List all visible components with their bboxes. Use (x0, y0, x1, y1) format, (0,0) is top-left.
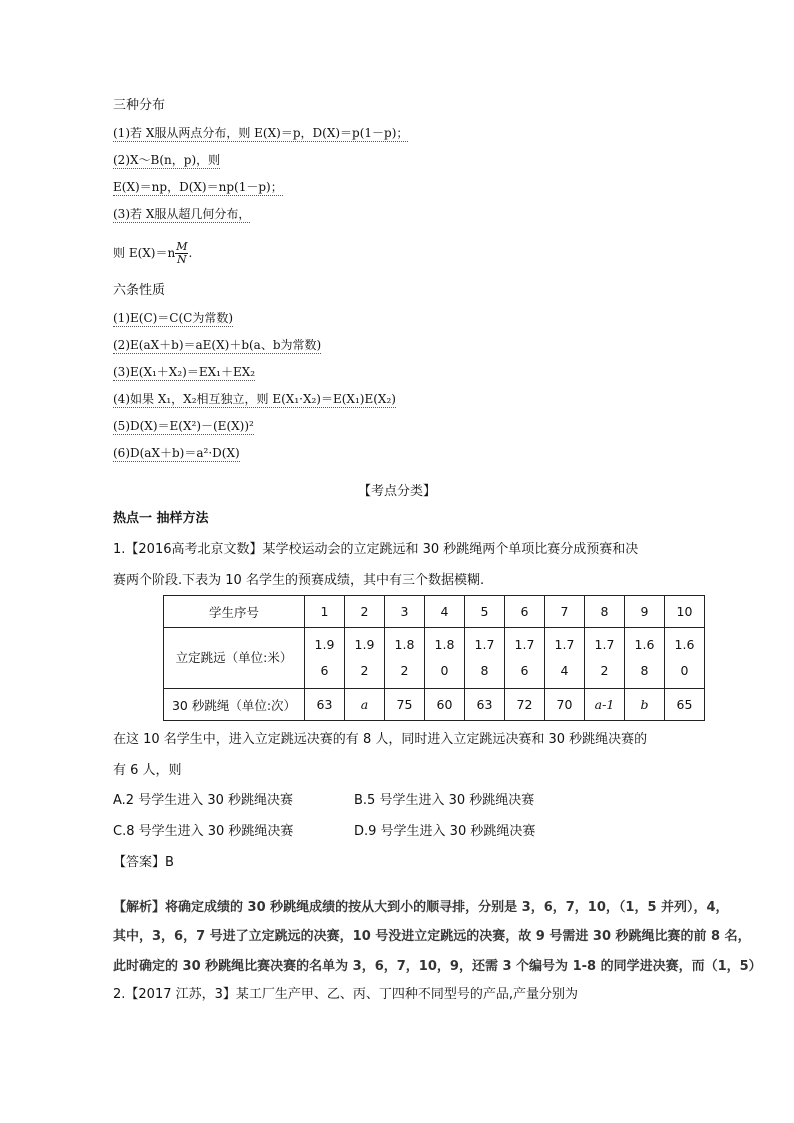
jump-top: 1.7 (554, 637, 575, 652)
jump-bottom: 0 (680, 663, 689, 678)
hypergeometric-fraction (175, 241, 188, 266)
jump-bottom: 4 (560, 663, 569, 678)
id-cell: 4 (425, 596, 465, 628)
section-title: 【考点分类】 (357, 484, 436, 499)
hypergeometric-prefix: 则 E(X)＝n (113, 246, 176, 260)
answer-line: 【答案】B (113, 855, 174, 870)
hypergeometric-formula (113, 238, 192, 268)
prop-item-1 (113, 309, 233, 327)
jump-bottom: 2 (600, 663, 609, 678)
hypergeometric-text: (3)若 X服从超几何分布， (113, 207, 251, 221)
jump-top: 1.7 (474, 637, 495, 652)
q1-line-4: 有 6 人，则 (113, 763, 182, 778)
rope-cell: b (625, 689, 665, 721)
binomial-line (113, 151, 220, 169)
analysis-line-2: 其中，3，6，7 号进了立定跳远的决赛，10 号没进立定跳远的决赛，故 9 号需进 30 秒跳绳比赛的前 8 名， (113, 929, 751, 944)
two-point-dist-line (113, 124, 408, 142)
rope-cell: 63 (305, 689, 345, 721)
id-cell: 6 (505, 596, 545, 628)
jump-top: 1.9 (354, 637, 375, 652)
row-label-id: 学生序号 (164, 596, 305, 628)
row-label-jump: 立定跳远（单位:米） (164, 628, 305, 689)
rope-cell: a-1 (585, 689, 625, 721)
rope-cell: 65 (665, 689, 705, 721)
jump-cell (665, 628, 705, 689)
id-cell: 1 (305, 596, 345, 628)
id-cell: 5 (465, 596, 505, 628)
prop-text-2: (2)E(aX＋b)＝aE(X)＋b(a、b为常数) (113, 338, 322, 352)
q1-line-1: 1.【2016高考北京文数】某学校运动会的立定跳远和 30 秒跳绳两个单项比赛分成预赛和决 (113, 542, 639, 557)
option-d: D.9 号学生进入 30 秒跳绳决赛 (354, 824, 536, 839)
binomial-formula-text: E(X)＝np，D(X)＝np(1－p)； (113, 180, 283, 194)
jump-cell (505, 628, 545, 689)
id-cell: 2 (345, 596, 385, 628)
id-cell: 9 (625, 596, 665, 628)
analysis-line-3: 此时确定的 30 秒跳绳比赛决赛的名单为 3，6，7，10，9，还需 3 个编号为 1-8 的同学进决赛，而（1，5） (113, 959, 762, 974)
id-cell: 3 (385, 596, 425, 628)
option-b: B.5 号学生进入 30 秒跳绳决赛 (354, 793, 535, 808)
rope-cell: 72 (505, 689, 545, 721)
hypergeometric-line (113, 205, 250, 223)
prop-text-3: (3)E(X₁＋X₂)＝EX₁＋EX₂ (113, 365, 256, 379)
q2-line-1: 2.【2017 江苏，3】某工厂生产甲、乙、丙、丁四种不同型号的产品,产量分别为 (113, 987, 579, 1002)
jump-bottom: 8 (480, 663, 489, 678)
q1-line-3: 在这 10 名学生中，进入立定跳远决赛的有 8 人，同时进入立定跳远决赛和 30 秒跳绳决赛的 (113, 732, 648, 747)
rope-cell: a (345, 689, 385, 721)
jump-bottom: 2 (360, 663, 369, 678)
hot-point-heading: 热点一 抽样方法 (113, 511, 209, 526)
prop-item-5 (113, 417, 254, 435)
binomial-text: (2)X～B(n，p)，则 (113, 153, 221, 167)
prop-item-3 (113, 363, 255, 381)
binomial-formula-line (113, 178, 283, 196)
jump-bottom: 8 (640, 663, 649, 678)
jump-bottom: 6 (320, 663, 329, 678)
prop-text-1: (1)E(C)＝C(C为常数) (113, 311, 234, 325)
six-props-title: 六条性质 (113, 283, 166, 298)
jump-top: 1.7 (594, 637, 615, 652)
rope-cell: 70 (545, 689, 585, 721)
table-row-jump (164, 628, 705, 689)
two-point-dist-text: (1)若 X服从两点分布，则 E(X)＝p，D(X)＝p(1－p)； (113, 126, 409, 140)
fraction-denominator: N (177, 253, 187, 266)
jump-top: 1.6 (634, 637, 655, 652)
rope-cell: 60 (425, 689, 465, 721)
rope-cell: 75 (385, 689, 425, 721)
rope-cell: 63 (465, 689, 505, 721)
jump-cell (625, 628, 665, 689)
option-c: C.8 号学生进入 30 秒跳绳决赛 (113, 824, 294, 839)
prop-item-2 (113, 336, 321, 354)
scores-table (163, 595, 705, 721)
jump-top: 1.9 (314, 637, 335, 652)
jump-top: 1.8 (394, 637, 415, 652)
jump-bottom: 2 (400, 663, 409, 678)
id-cell: 7 (545, 596, 585, 628)
jump-bottom: 0 (440, 663, 449, 678)
prop-item-6 (113, 444, 240, 462)
row-label-rope: 30 秒跳绳（单位:次） (164, 689, 305, 721)
q1-line-2: 赛两个阶段.下表为 10 名学生的预赛成绩，其中有三个数据模糊. (113, 573, 485, 588)
jump-cell (465, 628, 505, 689)
jump-top: 1.6 (674, 637, 695, 652)
option-a: A.2 号学生进入 30 秒跳绳决赛 (113, 793, 294, 808)
jump-top: 1.7 (514, 637, 535, 652)
jump-cell (545, 628, 585, 689)
prop-text-6: (6)D(aX＋b)＝a²·D(X) (113, 446, 240, 460)
fraction-numerator: M (176, 240, 188, 253)
jump-top: 1.8 (434, 637, 455, 652)
jump-cell (425, 628, 465, 689)
prop-item-4 (113, 390, 396, 408)
jump-cell (345, 628, 385, 689)
id-cell: 10 (665, 596, 705, 628)
prop-text-5: (5)D(X)＝E(X²)－(E(X))² (113, 419, 254, 433)
table-row-rope (164, 689, 705, 721)
jump-bottom: 6 (520, 663, 529, 678)
table-row-ids (164, 596, 705, 628)
jump-cell (385, 628, 425, 689)
jump-cell (305, 628, 345, 689)
prop-text-4: (4)如果 X₁，X₂相互独立，则 E(X₁·X₂)＝E(X₁)E(X₂) (113, 392, 396, 406)
jump-cell (585, 628, 625, 689)
three-dist-title: 三种分布 (113, 98, 166, 113)
analysis-line-1: 【解析】将确定成绩的 30 秒跳绳成绩的按从大到小的顺寻排，分别是 3，6，7，10，（1，5 并列），4， (113, 900, 729, 915)
id-cell: 8 (585, 596, 625, 628)
hypergeometric-suffix: . (188, 246, 193, 260)
